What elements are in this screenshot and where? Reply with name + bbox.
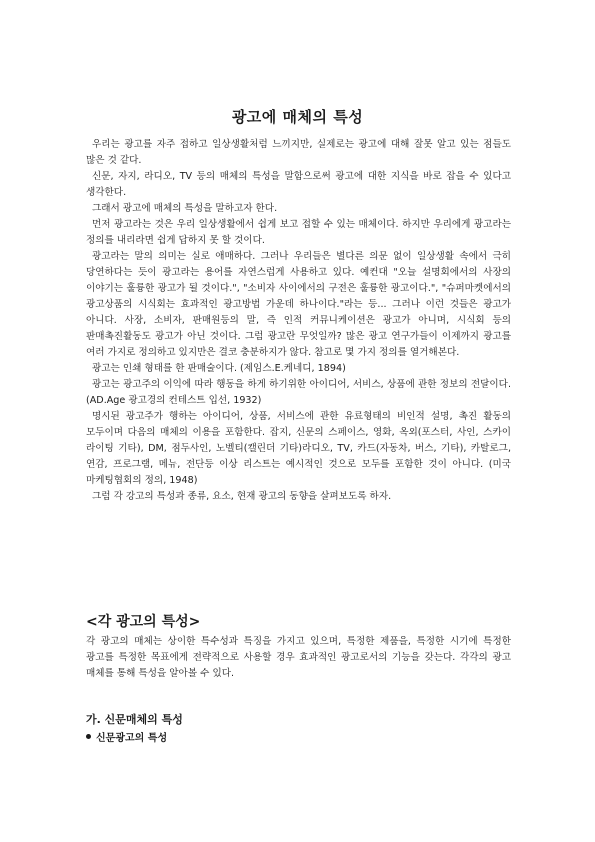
intro-paragraph-2: 신문, 자지, 라디오, TV 등의 매체의 특성을 말함으로써 광고에 대한 지식을 바로 잡을 수 있다고 생각한다.	[86, 171, 511, 198]
intro-paragraph-9: 그럼 각 강고의 특성과 종류, 요소, 현재 광고의 동향을 살펴보도록 하자.	[92, 491, 392, 502]
intro-paragraph-3: 그래서 광고에 매체의 특성을 말하고자 한다.	[92, 203, 278, 214]
bullet-label: 신문광고의 특성	[96, 733, 168, 744]
intro-paragraph-5: 광고라는 말의 의미는 실로 애매하다. 그러나 우리들은 별다른 의문 없이 일상생활 속에서 극히 당연하다는 듯이 광고라는 용어를 자연스럽게 사용하고 있다. 예컨대 "오늘 설명회에서의 사장의 이야기는 훌륭한 광고가 될 것이다.", "소비자 사이에서의 구전은 훌륭한 광고이다.", "슈퍼마켓에서의 광고상품의 시식회는 효과적인 광고방법 가운데 하나이다."라는 등... 그러나 이런 것들은 광고가 아니다. 사장, 소비자, 판매원등의 말, 즉 인적 커뮤니케이션은 광고가 아니며, 시식회 등의 판매촉진활동도 광고가 아닌 것이다. 그럼 광고란 무엇일까? 많은 광고 연구가들이 이제까지 광고를 여러 가지로 정의하고 있지만은 결코 충분하지가 않다. 참고로 몇 가지 정의를 열거해본다.	[86, 251, 511, 358]
sub-heading: 가. 신문매체의 특성	[86, 713, 183, 726]
bullet-item	[86, 729, 167, 744]
intro-paragraph-6: 광고는 인쇄 형태를 한 판매술이다. (제임스.E.케네디, 1894)	[92, 363, 346, 374]
intro-paragraph-8: 명시된 광고주가 행하는 아이디어, 상품, 서비스에 관한 유료형태의 비인적 설명, 촉진 활동의 모두이며 다음의 매체의 이용을 포함한다. 잡지, 신문의 스페이스, 영화, 옥외(포스터, 사인, 스카이 라이팅 기타), DM, 점두사인, 노벨티(캘린더 기타)라디오, TV, 카드(자동차, 버스, 기타), 카탈로그, 연감, 프로그램, 메뉴, 전단등 이상 리스트는 예시적인 것으로 모두를 포함한 것이 아니다. (미국 마케팅협회의 정의, 1948)	[86, 411, 511, 486]
intro-paragraph-4: 먼저 광고라는 것은 우리 일상생활에서 쉽게 보고 접할 수 있는 매체이다. 하지만 우리에게 광고라는 정의를 내리라면 쉽게 답하지 못 할 것이다.	[86, 219, 511, 246]
bullet-icon	[86, 734, 91, 739]
document-title: 광고에 매체의 특성	[231, 108, 364, 127]
section-body	[86, 634, 511, 682]
intro-section	[86, 137, 511, 505]
intro-paragraph-7: 광고는 광고주의 이익에 따라 행동을 하게 하기위한 아이디어, 서비스, 상품에 관한 정보의 전달이다. (AD.Age 광고경의 컨테스트 입선, 1932)	[86, 379, 511, 406]
section-heading: <각 광고의 특성>	[86, 614, 201, 630]
section-paragraph: 각 광고의 매체는 상이한 특수성과 특징을 가지고 있으며, 특정한 제품을, 특정한 시기에 특정한 광고를 특정한 목표에게 전략적으로 사용할 경우 효과적인 광고로서의 기능을 갖는다. 각각의 광고 매체를 통해 특성을 알아볼 수 있다.	[86, 636, 511, 679]
intro-paragraph-1: 우리는 광고를 자주 접하고 일상생활처럼 느끼지만, 실제로는 광고에 대해 잘못 알고 있는 점들도 많은 것 같다.	[86, 139, 511, 166]
